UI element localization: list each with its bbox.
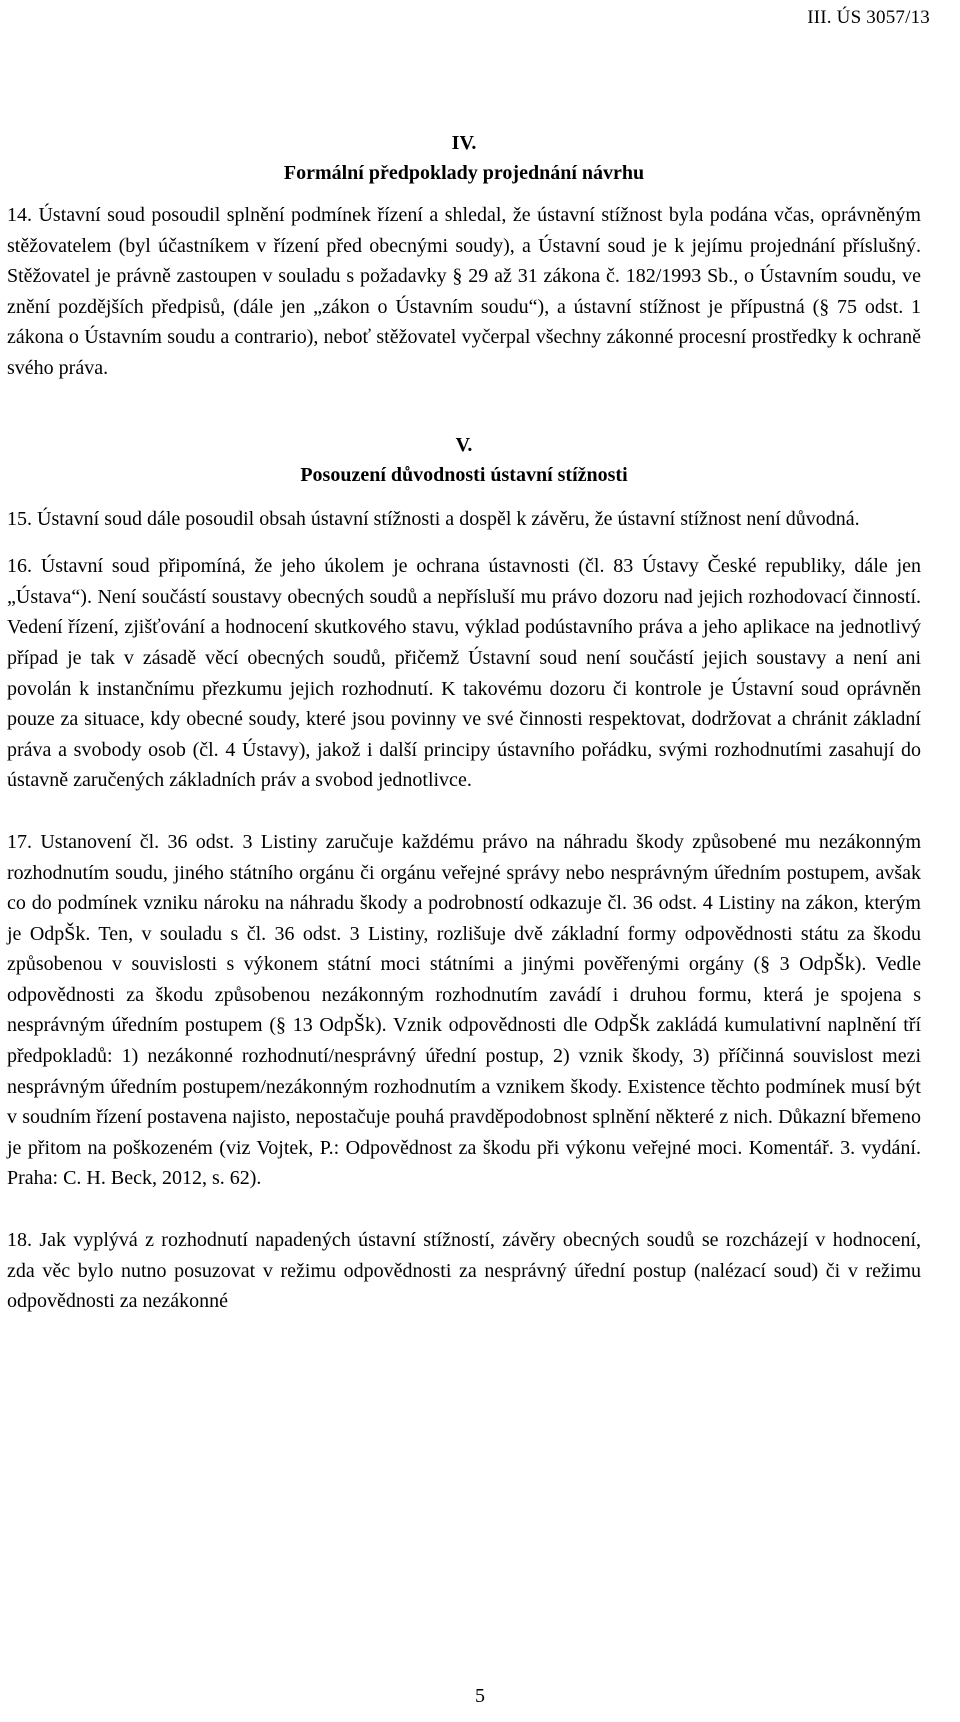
document-body: [7, 128, 921, 1317]
paragraph-14: 14. Ústavní soud posoudil splnění podmínek řízení a shledal, že ústavní stížnost byla podána včas, oprávněným stěžovatelem (byl účastníkem v řízení před obecnými soudy), a Ústavní soud je k jejímu projednání příslušný. Stěžovatel je právně zastoupen v souladu s požadavky § 29 až 31 zákona č. 182/1993 Sb., o Ústavním soudu, ve znění pozdějších předpisů, (dále jen „zákon o Ústavním soudu“), a ústavní stížnost je přípustná (§ 75 odst. 1 zákona o Ústavním soudu a contrario), neboť stěžovatel vyčerpal všechny zákonné procesní prostředky k ochraně svého práva.: [7, 204, 921, 379]
paragraph-17: 17. Ustanovení čl. 36 odst. 3 Listiny zaručuje každému právo na náhradu škody způsobené mu nezákonným rozhodnutím soudu, jiného státního orgánu či orgánu veřejné správy nebo nesprávným úředním postupem, avšak co do podmínek vzniku nároku na náhradu škody a podrobností odkazuje čl. 36 odst. 4 Listiny na zákon, kterým je OdpŠk. Ten, v souladu s čl. 36 odst. 3 Listiny, rozlišuje dvě základní formy odpovědnosti státu za škodu způsobenou v souvislosti s výkonem státní moci státními a jinými pověřenými orgány (§ 3 OdpŠk). Vedle odpovědnosti za škodu způsobenou nezákonným rozhodnutím zavádí i druhou formu, která je spojena s nesprávným úředním postupem (§ 13 OdpŠk). Vznik odpovědnosti dle OdpŠk zakládá kumulativní naplnění tří předpokladů: 1) nezákonné rozhodnutí/nesprávný úřední postup, 2) vznik škody, 3) příčinná souvislost mezi nesprávným úředním postupem/nezákonným rozhodnutím a vznikem škody. Existence těchto podmínek musí být v soudním řízení postavena najisto, nepostačuje pouhá pravděpodobnost splnění některé z nich. Důkazní břemeno je přitom na poškozeném (viz Vojtek, P.: Odpovědnost za škodu při výkonu veřejné moci. Komentář. 3. vydání. Praha: C. H. Beck, 2012, s. 62).: [7, 830, 921, 1190]
case-reference: III. ÚS 3057/13: [807, 7, 930, 28]
section-number-iv: IV.: [451, 132, 477, 154]
section-title-iv: Formální předpoklady projednání návrhu: [283, 162, 645, 184]
section-number-v: V.: [455, 433, 473, 456]
paragraph-16: 16. Ústavní soud připomíná, že jeho úkolem je ochrana ústavnosti (čl. 83 Ústavy České republiky, dále jen „Ústava“). Není součástí soustavy obecných soudů a nepřísluší mu právo dozoru nad jejich rozhodovací činností. Vedení řízení, zjišťování a hodnocení skutkového stavu, výklad podústavního práva a jeho aplikace na jednotlivý případ je tak v zásadě věcí obecných soudů, přičemž Ústavní soud není součástí jejich soustavy a není ani povolán k instančnímu přezkumu jejich rozhodnutí. K takovému dozoru či kontrole je Ústavní soud oprávněn pouze za situace, kdy obecné soudy, které jsou povinny ve své činnosti respektovat, dodržovat a chránit základní práva a svobody osob (čl. 4 Ústavy), jakož i další principy ústavního pořádku, svými rozhodnutími zasahují do ústavně zaručených základních práv a svobod jednotlivce.: [7, 555, 921, 792]
section-title-v: Posouzení důvodnosti ústavní stížnosti: [300, 463, 628, 486]
page-number: 5: [475, 1685, 485, 1707]
paragraph-15: 15. Ústavní soud dále posoudil obsah ústavní stížnosti a dospěl k závěru, že ústavní stížnost není důvodná.: [7, 507, 860, 530]
paragraph-18: 18. Jak vyplývá z rozhodnutí napadených ústavní stížností, závěry obecných soudů se rozcházejí v hodnocení, zda věc bylo nutno posuzovat v režimu odpovědnosti za nesprávný úřední postup (nalézací soud) či v režimu odpovědnosti za nezákonné: [7, 1229, 921, 1313]
